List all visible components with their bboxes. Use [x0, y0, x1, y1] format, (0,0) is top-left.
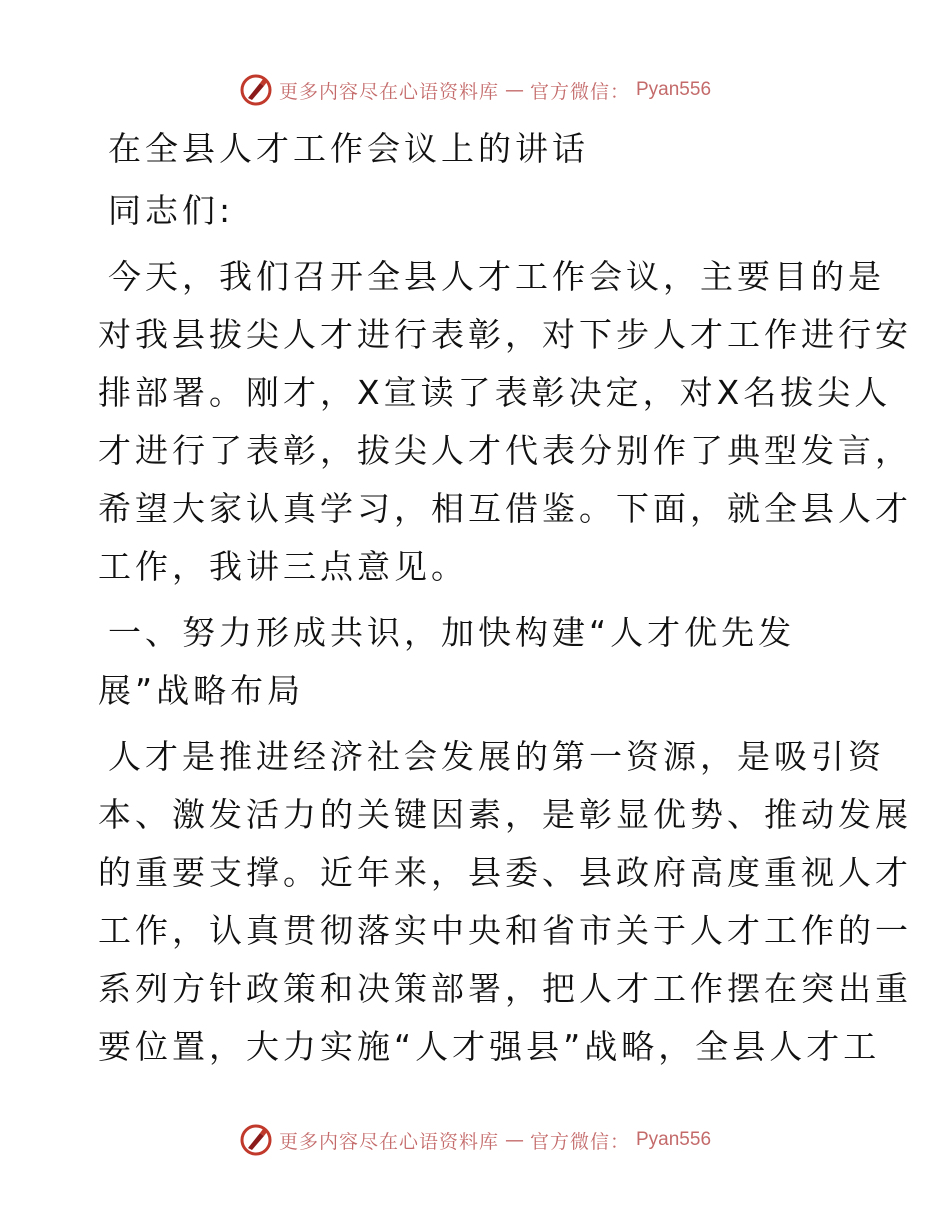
document-title: 在全县人才工作会议上的讲话 — [108, 129, 589, 168]
paragraph-line: 要位置，大力实施“人才强县”战略，全县人才工 — [98, 1027, 881, 1066]
heading-line: 展”战略布局 — [98, 671, 305, 710]
paragraph-line: 的重要支撑。近年来，县委、县政府高度重视人才 — [98, 853, 912, 892]
paragraph-line: 才进行了表彰，拔尖人才代表分别作了典型发言， — [98, 431, 912, 470]
paragraph-line: 本、激发活力的关键因素，是彰显优势、推动发展 — [98, 795, 912, 834]
watermark-text: 更多内容尽在心语资料库 — [278, 80, 499, 103]
paragraph-line: 排部署。刚才，X宣读了表彰决定，对X名拔尖人 — [98, 373, 892, 412]
watermark-footer — [0, 1120, 950, 1160]
paragraph-intro — [98, 248, 912, 596]
pen-logo-icon — [239, 73, 273, 107]
paragraph-line: 人才是推进经济社会发展的第一资源，是吸引资 — [108, 737, 885, 776]
paragraph-line: 今天，我们召开全县人才工作会议，主要目的是 — [108, 257, 885, 296]
pen-logo-icon — [239, 1123, 273, 1157]
watermark-account: Pyan556 — [636, 79, 712, 100]
watermark-text: 更多内容尽在心语资料库 — [278, 1130, 499, 1153]
watermark-account: Pyan556 — [636, 1129, 712, 1150]
greeting: 同志们: — [108, 191, 235, 230]
watermark-header — [0, 70, 950, 110]
watermark-label: 官方微信： — [529, 1130, 630, 1153]
paragraph-line: 系列方针政策和决策部署，把人才工作摆在突出重 — [98, 969, 912, 1008]
watermark-separator: — — [504, 1129, 524, 1151]
section-heading-1 — [98, 604, 850, 720]
document-body — [98, 120, 912, 1076]
heading-line: 一、努力形成共识，加快构建“人才优先发 — [108, 613, 796, 652]
paragraph-line: 希望大家认真学习，相互借鉴。下面，就全县人才 — [98, 489, 912, 528]
paragraph-line: 对我县拔尖人才进行表彰，对下步人才工作进行安 — [98, 315, 912, 354]
watermark-separator: — — [504, 79, 524, 101]
paragraph-line: 工作，我讲三点意见。 — [98, 547, 468, 586]
paragraph-line: 工作，认真贯彻落实中央和省市关于人才工作的一 — [98, 911, 912, 950]
paragraph-section-1 — [98, 728, 912, 1076]
watermark-label: 官方微信： — [529, 80, 630, 103]
